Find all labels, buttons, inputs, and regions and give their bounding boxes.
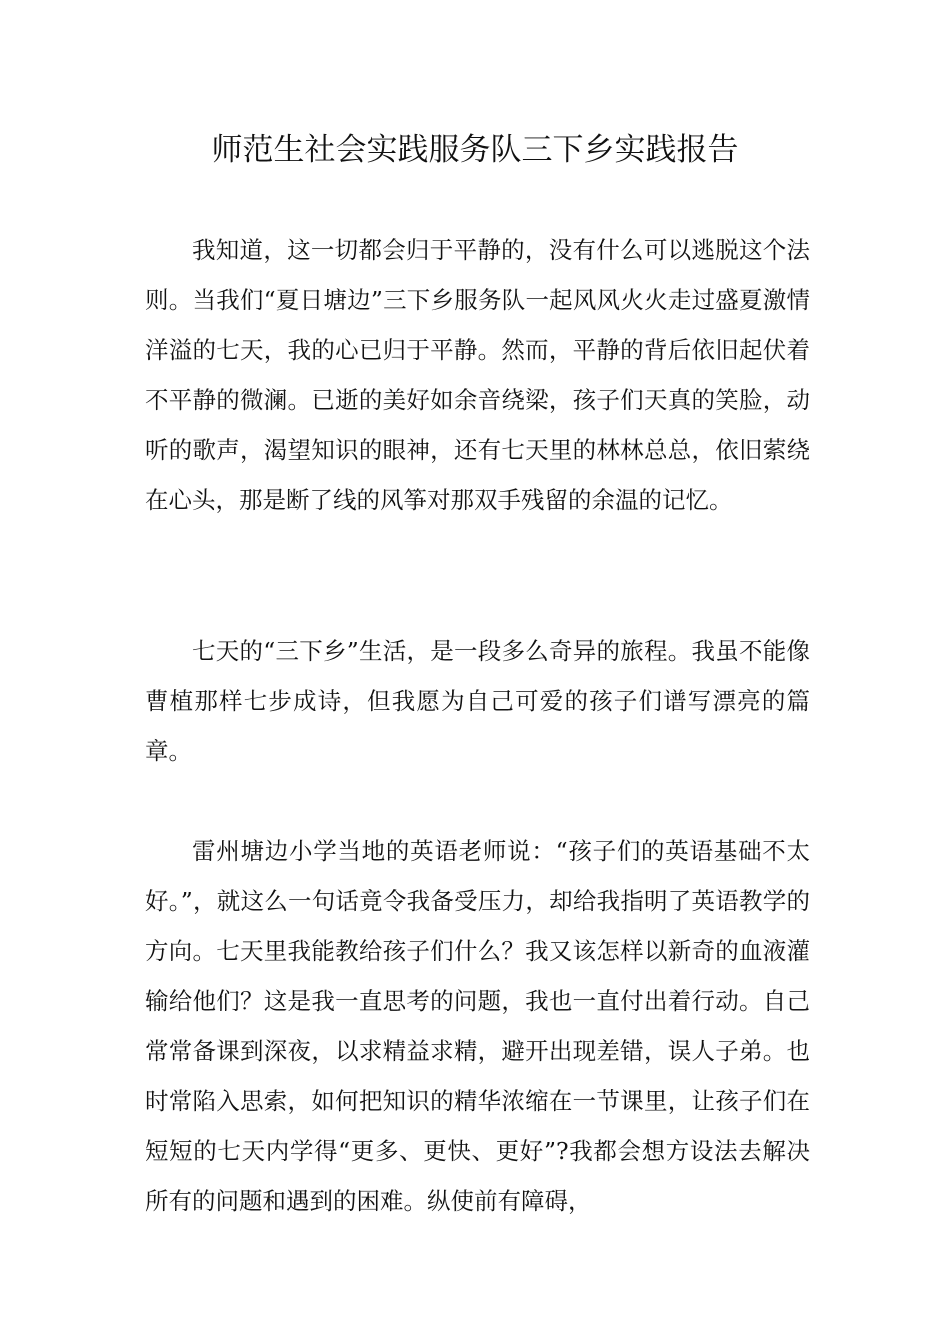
paragraph-1: 我知道，这一切都会归于平静的，没有什么可以逃脱这个法则。当我们“夏日塘边”三下乡服务队一起风风火火走过盛夏激情洋溢的七天，我的心已归于平静。然而，平静的背后依旧起伏着不平静的微澜。已逝的美好如余音绕梁，孩子们天真的笑脸，动听的歌声，渴望知识的眼神，还有七天里的林林总总，依旧萦绕在心头，那是断了线的风筝对那双手残留的余温的记忆。 bbox=[145, 236, 810, 514]
paragraph-3: 雷州塘边小学当地的英语老师说：“孩子们的英语基础不太好。”，就这么一句话竟令我备受压力，却给我指明了英语教学的方向。七天里我能教给孩子们什么？我又该怎样以新奇的血液灌输给他们？这是我一直思考的问题，我也一直付出着行动。自己常常备课到深夜，以求精益求精，避开出现差错，误人子弟。也时常陷入思索，如何把知识的精华浓缩在一节课里，让孩子们在短短的七天内学得“更多、更快、更好”?我都会想方设法去解决所有的问题和遇到的困难。纵使前有障碍， bbox=[145, 837, 810, 1215]
paragraph-2: 七天的“三下乡”生活，是一段多么奇异的旅程。我虽不能像曹植那样七步成诗，但我愿为自己可爱的孩子们谱写漂亮的篇章。 bbox=[145, 637, 810, 765]
document-title: 师范生社会实践服务队三下乡实践报告 bbox=[211, 132, 739, 168]
